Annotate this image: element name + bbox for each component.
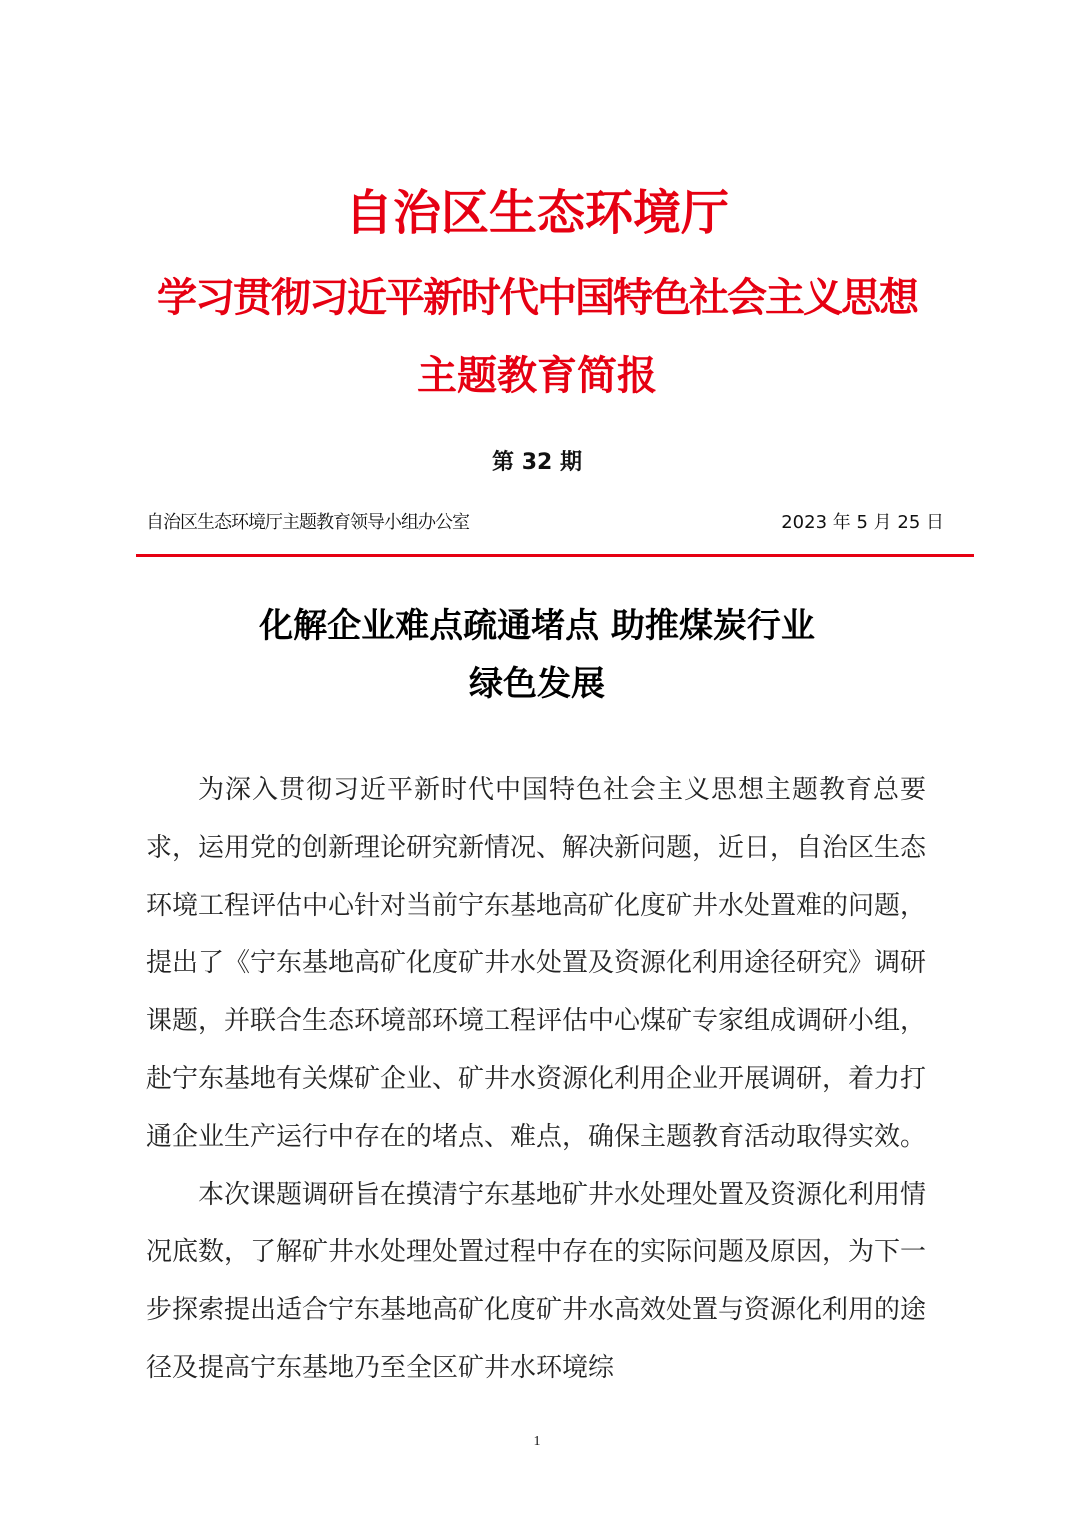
issue-number: 第 32 期 [492,450,582,475]
page-number: 1 [533,1434,541,1449]
masthead-title-line-2: 学习贯彻习近平新时代中国特色社会主义思想 [157,274,917,321]
article-paragraph-1: 为深入贯彻习近平新时代中国特色社会主义思想主题教育总要求，运用党的创新理论研究新情况、解决新问题，近日，自治区生态环境工程评估中心针对当前宁东基地高矿化度矿井水处置难的问题，提出了《宁东基地高矿化度矿井水处置及资源化利用途径研究》调研课题，并联合生态环境部环境工程评估中心煤矿专家组成调研小组，赴宁东基地有关煤矿企业、矿井水资源化利用企业开展调研，着力打通企业生产运行中存在的堵点、难点，确保主题教育活动取得实效。 [146,775,927,1152]
masthead-title-line-1: 自治区生态环境厅 [344,185,729,241]
article-title-line-1: 化解企业难点疏通堵点 助推煤炭行业 [259,606,815,646]
issue-date: 2023 年 5 月 25 日 [781,512,944,533]
red-divider-rule [136,554,974,557]
article-body [146,762,926,1398]
masthead-title-line-3: 主题教育简报 [417,352,657,399]
article-title-line-2: 绿色发展 [469,664,605,704]
issuer-office: 自治区生态环境厅主题教育领导小组办公室 [146,512,469,533]
issuer-row [146,508,944,538]
article-paragraph-2: 本次课题调研旨在摸清宁东基地矿井水处理处置及资源化利用情况底数，了解矿井水处理处置过程中存在的实际问题及原因，为下一步探索提出适合宁东基地高矿化度矿井水高效处置与资源化利用的途径及提高宁东基地乃至全区矿井水环境综 [146,1179,927,1383]
